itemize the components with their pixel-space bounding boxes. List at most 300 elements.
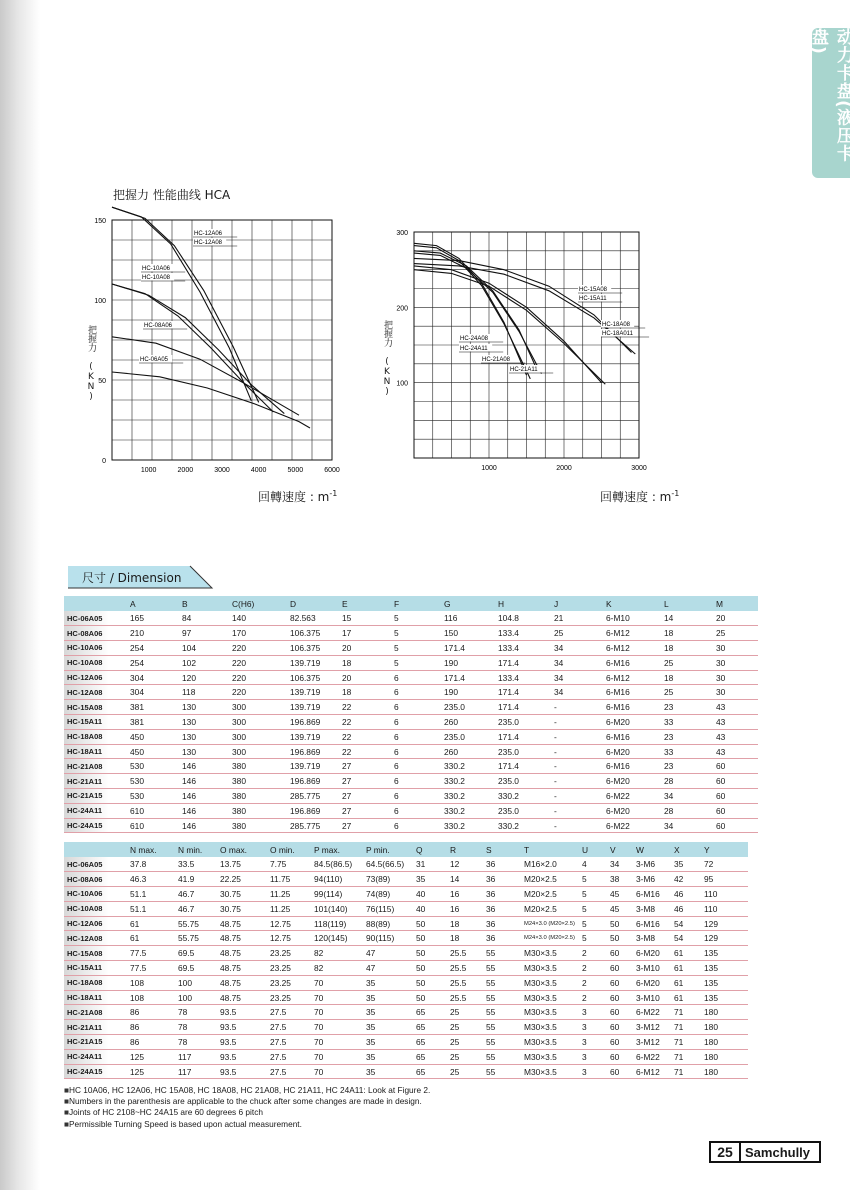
table-cell: - bbox=[552, 789, 604, 804]
table-cell: 108 bbox=[128, 990, 176, 1005]
table-cell: 3-M6 bbox=[634, 857, 672, 872]
table-cell: 196.869 bbox=[288, 803, 340, 818]
table-row bbox=[64, 611, 758, 626]
table-cell: 146 bbox=[180, 818, 230, 833]
table-cell: 34 bbox=[552, 670, 604, 685]
table-cell: 71 bbox=[672, 1005, 702, 1020]
table-cell: 86 bbox=[128, 1005, 176, 1020]
table-cell: 6 bbox=[392, 803, 442, 818]
table-cell: 25 bbox=[662, 655, 714, 670]
table-cell: 6 bbox=[392, 670, 442, 685]
table-cell: 77.5 bbox=[128, 946, 176, 961]
table-cell: 30 bbox=[714, 670, 758, 685]
x-tick-label: 4000 bbox=[250, 467, 267, 474]
x-tick-label: 3000 bbox=[631, 465, 647, 472]
page-binding-shadow bbox=[0, 0, 40, 1190]
series-label: HC-15A08 bbox=[579, 287, 608, 293]
table-cell: 60 bbox=[608, 1005, 634, 1020]
table-cell: 3 bbox=[580, 1035, 608, 1050]
x-tick-label: 2000 bbox=[177, 467, 194, 474]
table-cell: 55 bbox=[484, 975, 522, 990]
table-cell: 36 bbox=[484, 901, 522, 916]
table-cell: 94(110) bbox=[312, 872, 364, 887]
model-cell: HC-18A11 bbox=[64, 744, 128, 759]
table-cell: 381 bbox=[128, 700, 180, 715]
table-cell: 35 bbox=[414, 872, 448, 887]
table-cell: 450 bbox=[128, 744, 180, 759]
table-cell: 130 bbox=[180, 744, 230, 759]
table-cell: 34 bbox=[552, 641, 604, 656]
table-cell: 530 bbox=[128, 774, 180, 789]
table-cell: - bbox=[552, 729, 604, 744]
table-cell: 50 bbox=[414, 990, 448, 1005]
table-cell: 130 bbox=[180, 715, 230, 730]
table-cell: 50 bbox=[414, 961, 448, 976]
table-row bbox=[64, 887, 748, 902]
table-cell: 18 bbox=[340, 685, 392, 700]
table-cell: 12.75 bbox=[268, 931, 312, 946]
series-line-hc-10a06 bbox=[112, 284, 273, 412]
table-cell: 530 bbox=[128, 789, 180, 804]
column-header: M bbox=[714, 596, 758, 611]
table-cell: 27 bbox=[340, 774, 392, 789]
table-cell: 36 bbox=[484, 931, 522, 946]
table-cell: 330.2 bbox=[442, 759, 496, 774]
table-cell: 380 bbox=[230, 803, 288, 818]
table-cell: 220 bbox=[230, 670, 288, 685]
column-header: O min. bbox=[268, 842, 312, 857]
table-cell: 235.0 bbox=[496, 774, 552, 789]
table-cell: 6-M20 bbox=[604, 803, 662, 818]
table-cell: 61 bbox=[128, 916, 176, 931]
table-cell: 285.775 bbox=[288, 789, 340, 804]
series-label: HC-21A08 bbox=[482, 357, 511, 363]
table-cell: 27 bbox=[340, 759, 392, 774]
x-tick-label: 2000 bbox=[556, 465, 572, 472]
table-cell: 260 bbox=[442, 715, 496, 730]
table-cell: 25 bbox=[448, 1049, 484, 1064]
table-cell: 6-M16 bbox=[604, 655, 662, 670]
table-cell: 106.375 bbox=[288, 670, 340, 685]
y-tick-label: 150 bbox=[94, 218, 106, 225]
table-cell: 65 bbox=[414, 1049, 448, 1064]
table-cell: 46.7 bbox=[176, 901, 218, 916]
table-cell: 330.2 bbox=[442, 789, 496, 804]
table-cell: M24×3.0 (M20×2.5) bbox=[522, 916, 580, 931]
table-row bbox=[64, 729, 758, 744]
y-tick-label: 100 bbox=[94, 298, 106, 305]
table-cell: 61 bbox=[672, 975, 702, 990]
table-cell: 30 bbox=[714, 655, 758, 670]
y-tick-label: 50 bbox=[98, 378, 106, 385]
model-cell: HC-06A05 bbox=[64, 611, 128, 626]
table-cell: 82.563 bbox=[288, 611, 340, 626]
table-cell: 60 bbox=[608, 1064, 634, 1079]
column-header: H bbox=[496, 596, 552, 611]
model-cell: HC-21A08 bbox=[64, 1005, 128, 1020]
chart1-xlabel: 回轉速度 : $m^{-1}$ bbox=[258, 489, 338, 504]
table-cell: 6 bbox=[392, 700, 442, 715]
page-number: 25 bbox=[711, 1143, 741, 1161]
table-cell: - bbox=[552, 700, 604, 715]
table-cell: 110 bbox=[702, 887, 748, 902]
table-cell: 530 bbox=[128, 759, 180, 774]
table-cell: 235.0 bbox=[496, 715, 552, 730]
table-cell: 99(114) bbox=[312, 887, 364, 902]
table-cell: 2 bbox=[580, 975, 608, 990]
table-cell: 3-M8 bbox=[634, 901, 672, 916]
table-cell: 18 bbox=[448, 916, 484, 931]
column-header: F bbox=[392, 596, 442, 611]
table-cell: 54 bbox=[672, 916, 702, 931]
table-cell: 330.2 bbox=[496, 789, 552, 804]
model-cell: HC-08A06 bbox=[64, 626, 128, 641]
table-cell: 135 bbox=[702, 990, 748, 1005]
table-cell: 21 bbox=[552, 611, 604, 626]
table-cell: 380 bbox=[230, 759, 288, 774]
table-cell: 76(115) bbox=[364, 901, 414, 916]
table-cell: 3 bbox=[580, 1005, 608, 1020]
model-cell: HC-12A06 bbox=[64, 670, 128, 685]
table-cell: 50 bbox=[608, 931, 634, 946]
table-cell: 71 bbox=[672, 1049, 702, 1064]
table-cell: 220 bbox=[230, 641, 288, 656]
series-label: HC-12A06 bbox=[194, 231, 223, 237]
table-cell: M24×3.0 (M20×2.5) bbox=[522, 931, 580, 946]
table-cell: 40 bbox=[414, 887, 448, 902]
table-cell: 31 bbox=[414, 857, 448, 872]
table-cell: 381 bbox=[128, 715, 180, 730]
table-cell: 38 bbox=[608, 872, 634, 887]
series-line-hc-10a08 bbox=[112, 284, 284, 414]
table-cell: 35 bbox=[364, 1035, 414, 1050]
table-cell: 23 bbox=[662, 729, 714, 744]
table-cell: 11.75 bbox=[268, 872, 312, 887]
table-cell: - bbox=[552, 774, 604, 789]
series-label: HC-21A11 bbox=[510, 367, 538, 373]
table-cell: 6-M20 bbox=[634, 975, 672, 990]
y-tick-label: 100 bbox=[396, 380, 408, 388]
table-cell: 135 bbox=[702, 961, 748, 976]
table-cell: 55 bbox=[484, 1020, 522, 1035]
table-cell: 70 bbox=[312, 1064, 364, 1079]
table-cell: 46 bbox=[672, 887, 702, 902]
column-header: X bbox=[672, 842, 702, 857]
table-cell: 27 bbox=[340, 789, 392, 804]
table-cell: 78 bbox=[176, 1035, 218, 1050]
table-cell: 23 bbox=[662, 759, 714, 774]
table-cell: 330.2 bbox=[442, 774, 496, 789]
table-cell: 6 bbox=[392, 818, 442, 833]
model-cell: HC-10A08 bbox=[64, 655, 128, 670]
table-cell: 196.869 bbox=[288, 744, 340, 759]
column-header: B bbox=[180, 596, 230, 611]
model-cell: HC-10A06 bbox=[64, 641, 128, 656]
table-cell: 33.5 bbox=[176, 857, 218, 872]
table-cell: 3-M12 bbox=[634, 1020, 672, 1035]
series-label: HC-10A06 bbox=[142, 266, 171, 272]
table-cell: 35 bbox=[364, 1049, 414, 1064]
note-item: ■ HC 10A06, HC 12A06, HC 15A08, HC 18A08, HC 21A08, HC 21A11, HC 24A11: Look at Figure 2. bbox=[64, 1085, 430, 1096]
table-cell: 3-M6 bbox=[634, 872, 672, 887]
table-cell: 165 bbox=[128, 611, 180, 626]
table-cell: 60 bbox=[714, 789, 758, 804]
table-cell: 130 bbox=[180, 729, 230, 744]
table-cell: 48.75 bbox=[218, 916, 268, 931]
table-cell: 25 bbox=[448, 1064, 484, 1079]
model-cell: HC-15A11 bbox=[64, 961, 128, 976]
table-row bbox=[64, 961, 748, 976]
model-cell: HC-18A11 bbox=[64, 990, 128, 1005]
table-cell: 180 bbox=[702, 1049, 748, 1064]
y-tick-label: 200 bbox=[396, 305, 408, 313]
table-cell: 6 bbox=[392, 715, 442, 730]
table-cell: 220 bbox=[230, 655, 288, 670]
table-cell: M30×3.5 bbox=[522, 1035, 580, 1050]
table-cell: 18 bbox=[662, 641, 714, 656]
table-cell: 6 bbox=[392, 774, 442, 789]
table-cell: 300 bbox=[230, 700, 288, 715]
table-cell: 23.25 bbox=[268, 946, 312, 961]
column-header: L bbox=[662, 596, 714, 611]
table-cell: 2 bbox=[580, 946, 608, 961]
table-cell: 116 bbox=[442, 611, 496, 626]
table-cell: 196.869 bbox=[288, 774, 340, 789]
table-cell: 5 bbox=[392, 655, 442, 670]
table-row bbox=[64, 641, 758, 656]
table-cell: 300 bbox=[230, 715, 288, 730]
table-cell: 23.25 bbox=[268, 990, 312, 1005]
model-cell: HC-12A06 bbox=[64, 916, 128, 931]
table-cell: 36 bbox=[484, 872, 522, 887]
note-item: ■ Numbers in the parenthesis are applicable to the chuck after some changes are made in design. bbox=[64, 1096, 430, 1107]
table-cell: 55 bbox=[484, 1049, 522, 1064]
table-cell: 100 bbox=[176, 990, 218, 1005]
column-header: U bbox=[580, 842, 608, 857]
table-cell: 104.8 bbox=[496, 611, 552, 626]
model-cell: HC-24A15 bbox=[64, 818, 128, 833]
table-cell: 6-M16 bbox=[604, 685, 662, 700]
grip-force-chart-2 bbox=[392, 222, 657, 480]
table-cell: 16 bbox=[448, 887, 484, 902]
table-cell: 5 bbox=[392, 626, 442, 641]
table-cell: 54 bbox=[672, 931, 702, 946]
table-cell: 73(89) bbox=[364, 872, 414, 887]
table-cell: 27.5 bbox=[268, 1064, 312, 1079]
table-row bbox=[64, 715, 758, 730]
column-header: C(H6) bbox=[230, 596, 288, 611]
table-cell: 55 bbox=[484, 1064, 522, 1079]
table-cell: 97 bbox=[180, 626, 230, 641]
table-cell: 6-M16 bbox=[634, 887, 672, 902]
table-cell: 84 bbox=[180, 611, 230, 626]
page-footer bbox=[709, 1141, 821, 1163]
column-header: O max. bbox=[218, 842, 268, 857]
table-cell: 150 bbox=[442, 626, 496, 641]
table-cell: 27.5 bbox=[268, 1005, 312, 1020]
table-cell: 139.719 bbox=[288, 759, 340, 774]
table-cell: 102 bbox=[180, 655, 230, 670]
chart2-xlabel: 回轉速度 : $m^{-1}$ bbox=[600, 489, 680, 504]
table-cell: 125 bbox=[128, 1064, 176, 1079]
table-cell: 104 bbox=[180, 641, 230, 656]
column-header: K bbox=[604, 596, 662, 611]
table-cell: 139.719 bbox=[288, 655, 340, 670]
model-cell: HC-12A08 bbox=[64, 685, 128, 700]
dimension-table-1 bbox=[64, 596, 758, 833]
table-cell: 41.9 bbox=[176, 872, 218, 887]
table-cell: 33 bbox=[662, 715, 714, 730]
table-cell: 35 bbox=[364, 975, 414, 990]
table-cell: 35 bbox=[364, 1064, 414, 1079]
table-row bbox=[64, 744, 758, 759]
table-row bbox=[64, 818, 758, 833]
table-cell: 65 bbox=[414, 1005, 448, 1020]
table-cell: 27 bbox=[340, 818, 392, 833]
table-cell: 43 bbox=[714, 715, 758, 730]
table-cell: 235.0 bbox=[442, 700, 496, 715]
table-cell: 93.5 bbox=[218, 1064, 268, 1079]
chart-grid bbox=[112, 220, 332, 460]
table-row bbox=[64, 700, 758, 715]
table-cell: 196.869 bbox=[288, 715, 340, 730]
table-cell: 6-M22 bbox=[604, 818, 662, 833]
table-cell: 304 bbox=[128, 670, 180, 685]
table-cell: 18 bbox=[448, 931, 484, 946]
table-cell: 28 bbox=[662, 803, 714, 818]
table-cell: 40 bbox=[414, 901, 448, 916]
table-cell: 146 bbox=[180, 759, 230, 774]
table-cell: 6-M16 bbox=[604, 729, 662, 744]
table-cell: 95 bbox=[702, 872, 748, 887]
table-cell: 3-M8 bbox=[634, 931, 672, 946]
table-cell: 140 bbox=[230, 611, 288, 626]
table-cell: 3 bbox=[580, 1064, 608, 1079]
table-cell: 6-M16 bbox=[604, 759, 662, 774]
table-cell: 254 bbox=[128, 655, 180, 670]
table-cell: 6 bbox=[392, 729, 442, 744]
x-tick-label: 3000 bbox=[214, 467, 230, 474]
table-cell: 50 bbox=[414, 916, 448, 931]
table-cell: 60 bbox=[608, 1049, 634, 1064]
table-row bbox=[64, 1020, 748, 1035]
series-label: HC-12A08 bbox=[194, 240, 223, 246]
table-cell: 28 bbox=[662, 774, 714, 789]
column-header: P max. bbox=[312, 842, 364, 857]
table-cell: 6-M20 bbox=[604, 744, 662, 759]
table-cell: 22 bbox=[340, 729, 392, 744]
table-cell: 17 bbox=[340, 626, 392, 641]
series-label: HC-18A08 bbox=[602, 322, 631, 328]
column-header: V bbox=[608, 842, 634, 857]
model-cell: HC-15A08 bbox=[64, 946, 128, 961]
table-cell: M20×2.5 bbox=[522, 887, 580, 902]
table-cell: 7.75 bbox=[268, 857, 312, 872]
table-cell: 180 bbox=[702, 1064, 748, 1079]
table-row bbox=[64, 901, 748, 916]
table-cell: 88(89) bbox=[364, 916, 414, 931]
table-cell: 93.5 bbox=[218, 1035, 268, 1050]
table-cell: 42 bbox=[672, 872, 702, 887]
table-cell: 133.4 bbox=[496, 641, 552, 656]
model-cell: HC-15A08 bbox=[64, 700, 128, 715]
dimension-title: 尺寸 / Dimension bbox=[82, 571, 182, 585]
table-row bbox=[64, 990, 748, 1005]
table-cell: 106.375 bbox=[288, 641, 340, 656]
table-cell: 5 bbox=[580, 872, 608, 887]
table-row bbox=[64, 789, 758, 804]
table-cell: 146 bbox=[180, 774, 230, 789]
table-cell: 48.75 bbox=[218, 975, 268, 990]
table-cell: 51.1 bbox=[128, 901, 176, 916]
table-row bbox=[64, 975, 748, 990]
table-cell: 130 bbox=[180, 700, 230, 715]
table-cell: 6-M12 bbox=[604, 626, 662, 641]
table-cell: 34 bbox=[552, 655, 604, 670]
table-cell: 6-M12 bbox=[604, 641, 662, 656]
table-cell: 35 bbox=[364, 1005, 414, 1020]
column-header: R bbox=[448, 842, 484, 857]
column-header: D bbox=[288, 596, 340, 611]
table-row bbox=[64, 1005, 748, 1020]
table-cell: 6-M20 bbox=[604, 715, 662, 730]
table-cell: 45 bbox=[608, 887, 634, 902]
column-header: N min. bbox=[176, 842, 218, 857]
chart2-ylabel: 把握力 (KN) bbox=[382, 320, 392, 397]
table-cell: 69.5 bbox=[176, 946, 218, 961]
table-cell: 5 bbox=[392, 641, 442, 656]
table-cell: M30×3.5 bbox=[522, 961, 580, 976]
table-cell: 48.75 bbox=[218, 946, 268, 961]
table-cell: 2 bbox=[580, 961, 608, 976]
table-row bbox=[64, 931, 748, 946]
table-cell: 60 bbox=[714, 818, 758, 833]
table-cell: 71 bbox=[672, 1035, 702, 1050]
model-cell: HC-18A08 bbox=[64, 729, 128, 744]
table-cell: M30×3.5 bbox=[522, 1005, 580, 1020]
table-cell: 330.2 bbox=[442, 803, 496, 818]
table-cell: 61 bbox=[672, 961, 702, 976]
table-cell: 51.1 bbox=[128, 887, 176, 902]
dimension-table-2 bbox=[64, 842, 748, 1079]
table-row bbox=[64, 946, 748, 961]
table-cell: 180 bbox=[702, 1035, 748, 1050]
table-cell: 120(145) bbox=[312, 931, 364, 946]
table-cell: - bbox=[552, 744, 604, 759]
column-header: J bbox=[552, 596, 604, 611]
table-cell: 43 bbox=[714, 744, 758, 759]
table-cell: 254 bbox=[128, 641, 180, 656]
table-cell: 610 bbox=[128, 818, 180, 833]
table-cell: 25 bbox=[448, 1020, 484, 1035]
series-line-hc-12a08 bbox=[112, 207, 259, 402]
table-cell: 25 bbox=[662, 685, 714, 700]
table-cell: 70 bbox=[312, 1035, 364, 1050]
table-cell: 30 bbox=[714, 641, 758, 656]
table-cell: 60 bbox=[608, 1035, 634, 1050]
table-row bbox=[64, 916, 748, 931]
table-row bbox=[64, 872, 748, 887]
table-cell: M30×3.5 bbox=[522, 990, 580, 1005]
y-tick-label: 0 bbox=[102, 458, 106, 465]
table-cell: 34 bbox=[552, 685, 604, 700]
table-cell: 93.5 bbox=[218, 1049, 268, 1064]
table-cell: 60 bbox=[608, 975, 634, 990]
table-cell: 25.5 bbox=[448, 990, 484, 1005]
table-cell: M20×2.5 bbox=[522, 901, 580, 916]
table-cell: 380 bbox=[230, 789, 288, 804]
table-cell: 30.75 bbox=[218, 901, 268, 916]
